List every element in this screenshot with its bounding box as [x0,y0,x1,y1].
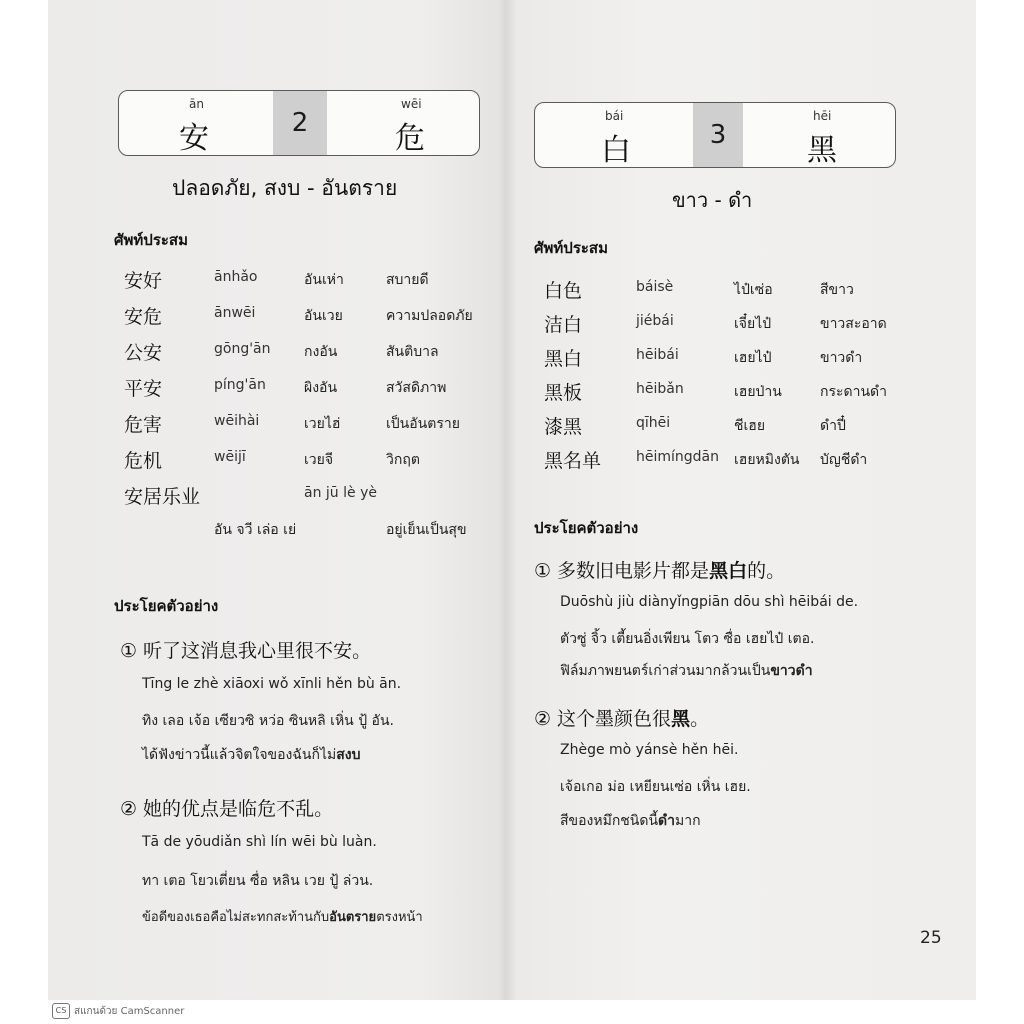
example-sentence-thai: สีของหมึกชนิดนี้ดำมาก [560,813,701,829]
example-heading: ประโยคตัวอย่าง [534,519,639,537]
vocab-heading: ศัพท์ประสม [114,231,188,249]
example-sentence-thai: ได้ฟังข่าวนี้แล้วจิตใจของฉันก็ไม่สงบ [142,747,361,763]
lesson-meaning: ปลอดภัย, สงบ - อันตราย [172,176,398,200]
example-sentence-thai-reading: ทิง เลอ เจ้อ เซียวซิ หว่อ ซินหลิ เหิ่น ปู้ อัน. [142,713,394,729]
example-sentence-pinyin: Zhège mò yánsè hěn hēi. [560,742,739,758]
lesson-title-box [534,102,896,168]
example-sentence-thai: ฟิล์มภาพยนตร์เก่าส่วนมากล้วนเป็นขาวดำ [560,663,813,679]
right-character: 危 [395,121,425,156]
left-character: 安 [179,121,209,156]
scanner-text: สแกนด้วย CamScanner [74,1005,185,1017]
vocab-heading: ศัพท์ประสม [534,239,608,257]
example-sentence-zh: ① 多数旧电影片都是黑白的。 [534,560,786,582]
right-pinyin: wēi [401,97,422,111]
camscanner-icon: CS [52,1003,70,1019]
example-sentence-zh: ② 这个墨颜色很黑。 [534,708,710,730]
scanner-watermark [52,1003,184,1019]
lesson-number: 3 [693,103,743,167]
lesson-title-box [118,90,480,156]
example-sentence-pinyin: Tīng le zhè xiāoxi wǒ xīnli hěn bù ān. [142,676,402,692]
example-sentence-zh: ② 她的优点是临危不乱。 [120,798,334,820]
page-number: 25 [920,928,942,948]
example-sentence-thai-reading: ทา เตอ โยวเตี่ยน ซื่อ หลิน เวย ปู้ ล่วน. [142,873,374,889]
lesson-number: 2 [273,91,327,155]
right-page: bái 白 3 hēi 黑 ขาว - ดำ ศัพท์ประสม 白色 báisè ไป๋เซ่อ สีขาว 洁白 jiébái เจี๋ยไป๋ ขาวสะอาด 黑白 hēibái เฮยไป๋ ขาวดำ 黑板 hēibǎn เฮยป่าน กระดานดำ 漆黑 qīhēi ชีเฮย ดำปี๋ 黑名单 hēimíngdān เฮยหมิงตัน บัญชีดำ ประโยคตัวอย่าง ① 多数旧电影片都是黑白的。 Duōshù jiù diànyǐngpiān dōu shì hēibái de. ตัวซู่ จิ้ว เตี้ยนอิ่งเพียน โตว ซื่อ เฮยไป๋ เตอ. ฟิล์มภาพยนตร์เก่าส่วนมากล้วนเป็นขาวดำ ② 这个墨颜色很黑。 Zhège mò yánsè hěn hēi. เจ้อเกอ ม่อ เหยียนเซ่อ เหิ่น เฮย. สีของหมึกชนิดนี้ดำมาก 25 [500,0,976,1000]
example-sentence-thai-reading: ตัวซู่ จิ้ว เตี้ยนอิ่งเพียน โตว ซื่อ เฮยไป๋ เตอ. [560,631,815,647]
example-sentence-zh: ① 听了这消息我心里很不安。 [120,640,372,662]
lesson-meaning: ขาว - ดำ [672,188,753,212]
example-sentence-thai-reading: เจ้อเกอ ม่อ เหยียนเซ่อ เหิ่น เฮย. [560,779,751,795]
example-heading: ประโยคตัวอย่าง [114,597,219,615]
example-sentence-pinyin: Duōshù jiù diànyǐngpiān dōu shì hēibái de. [560,594,859,610]
left-page: ān 安 2 wēi 危 ปลอดภัย, สงบ - อันตราย ศัพท์ประสม 安好 ānhǎo อันเห่า สบายดี 安危 ānwēi อันเวย ความปลอดภัย 公安 gōng'ān กงอัน สันติบาล 平安 píng'ān ผิงอัน สวัสดิภาพ 危害 wēihài เวยไฮ่ เป็นอันตราย 危机 wēijī เวยจี วิกฤต 安居乐业 ān jū lè yè อัน จวี เล่อ เย่ อยู่เย็นเป็นสุข ประโยคตัวอย่าง ① 听了这消息我心里很不安。 Tīng le zhè xiāoxi wǒ xīnli hěn bù ān. ทิง เลอ เจ้อ เซียวซิ หว่อ ซินหลิ เหิ่น ปู้ อัน. ได้ฟังข่าวนี้แล้วจิตใจของฉันก็ไม่สงบ ② 她的优点是临危不乱。 Tā de yōudiǎn shì lín wēi bù luàn. ทา เตอ โยวเตี่ยน ซื่อ หลิน เวย ปู้ ล่วน. ข้อดีของเธอคือไม่สะทกสะท้านกับอันตรายตรงหน้า [48,0,498,1000]
example-sentence-thai: ข้อดีของเธอคือไม่สะทกสะท้านกับอันตรายตรงหน้า [142,910,423,925]
open-book [48,0,976,1000]
left-pinyin: ān [189,97,204,111]
right-character: 黑 [807,133,837,168]
right-pinyin: hēi [813,109,832,123]
left-character: 白 [601,133,631,168]
example-sentence-pinyin: Tā de yōudiǎn shì lín wēi bù luàn. [142,834,377,850]
left-pinyin: bái [605,109,624,123]
